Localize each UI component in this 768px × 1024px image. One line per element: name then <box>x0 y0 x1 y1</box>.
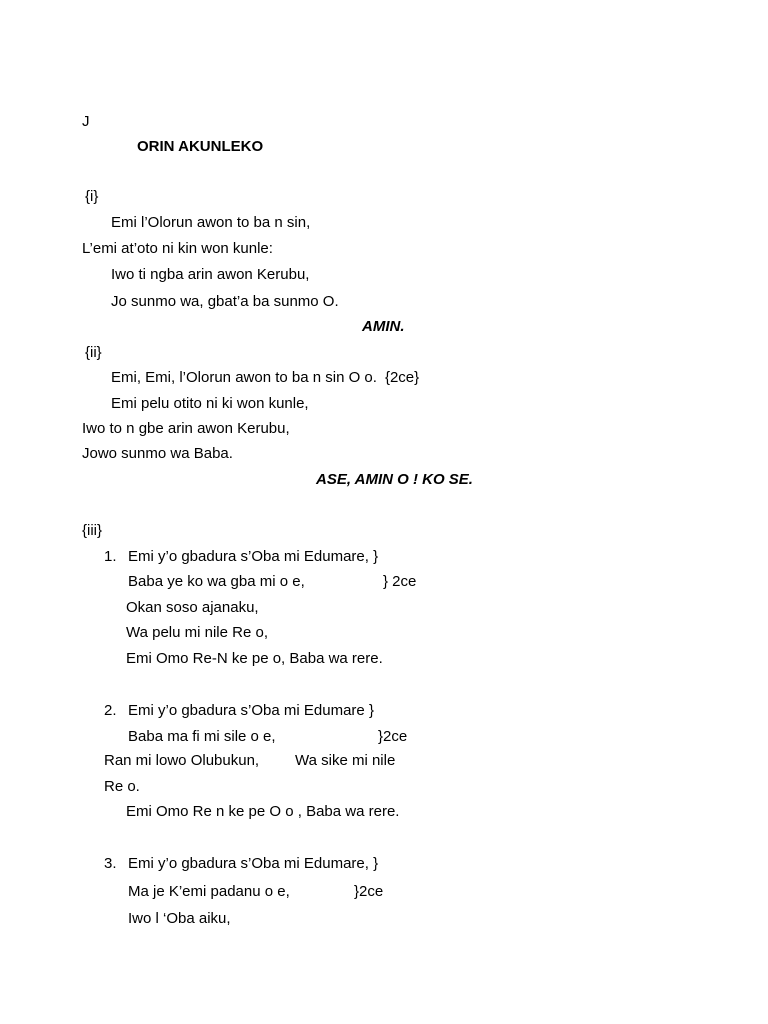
section-3-label: {iii} <box>82 522 103 539</box>
corner-letter: J <box>82 113 90 130</box>
section-2-ending: ASE, AMIN O ! KO SE. <box>316 471 473 488</box>
verse-1-line: Baba ye ko wa gba mi o e, <box>128 573 305 590</box>
page-title: ORIN AKUNLEKO <box>137 138 264 155</box>
verse-1-line: Wa pelu mi nile Re o, <box>126 624 269 641</box>
section-2-line: Emi pelu otito ni ki won kunle, <box>111 395 309 412</box>
verse-1-line: Okan soso ajanaku, <box>126 599 259 616</box>
verse-2-line: Ran mi lowo Olubukun, <box>104 752 260 769</box>
verse-1-number: 1. <box>104 548 117 565</box>
section-2-label: {ii} <box>85 344 102 361</box>
verse-3-line: Emi y’o gbadura s’Oba mi Edumare, } <box>128 855 379 872</box>
verse-2-line: Baba ma fi mi sile o e, <box>128 728 276 745</box>
section-1-line: L’emi at’oto ni kin won kunle: <box>82 240 273 257</box>
verse-2-line: Re o. <box>104 778 140 795</box>
section-2-line-text: Emi, Emi, l’Olorun awon to ba n sin O o. <box>111 369 377 386</box>
verse-3-line: Ma je K’emi padanu o e, <box>128 883 290 900</box>
repeat-marker: }2ce <box>378 728 408 745</box>
section-2-line <box>111 369 419 387</box>
repeat-marker: } 2ce <box>383 573 417 590</box>
verse-2-line: Emi Omo Re n ke pe O o , Baba wa rere. <box>126 803 400 820</box>
repeat-marker: {2ce} <box>384 369 420 386</box>
section-1-line: Emi l’Olorun awon to ba n sin, <box>111 214 311 231</box>
verse-3-number: 3. <box>104 855 117 872</box>
verse-3-line: Iwo l ‘Oba aiku, <box>128 910 231 927</box>
repeat-marker: }2ce <box>354 883 384 900</box>
verse-2-line: Wa sike mi nile <box>295 752 396 769</box>
verse-2-number: 2. <box>104 702 117 719</box>
verse-1-line: Emi y’o gbadura s’Oba mi Edumare, } <box>128 548 379 565</box>
section-1-label: {i} <box>85 188 99 205</box>
section-2-line: Jowo sunmo wa Baba. <box>82 445 233 462</box>
verse-2-line: Emi y’o gbadura s’Oba mi Edumare } <box>128 702 374 719</box>
section-1-line: Iwo ti ngba arin awon Kerubu, <box>111 266 310 283</box>
section-1-ending: AMIN. <box>362 318 405 335</box>
verse-1-line: Emi Omo Re-N ke pe o, Baba wa rere. <box>126 650 383 667</box>
section-2-line: Iwo to n gbe arin awon Kerubu, <box>82 420 290 437</box>
section-1-line: Jo sunmo wa, gbat’a ba sunmo O. <box>111 293 339 310</box>
